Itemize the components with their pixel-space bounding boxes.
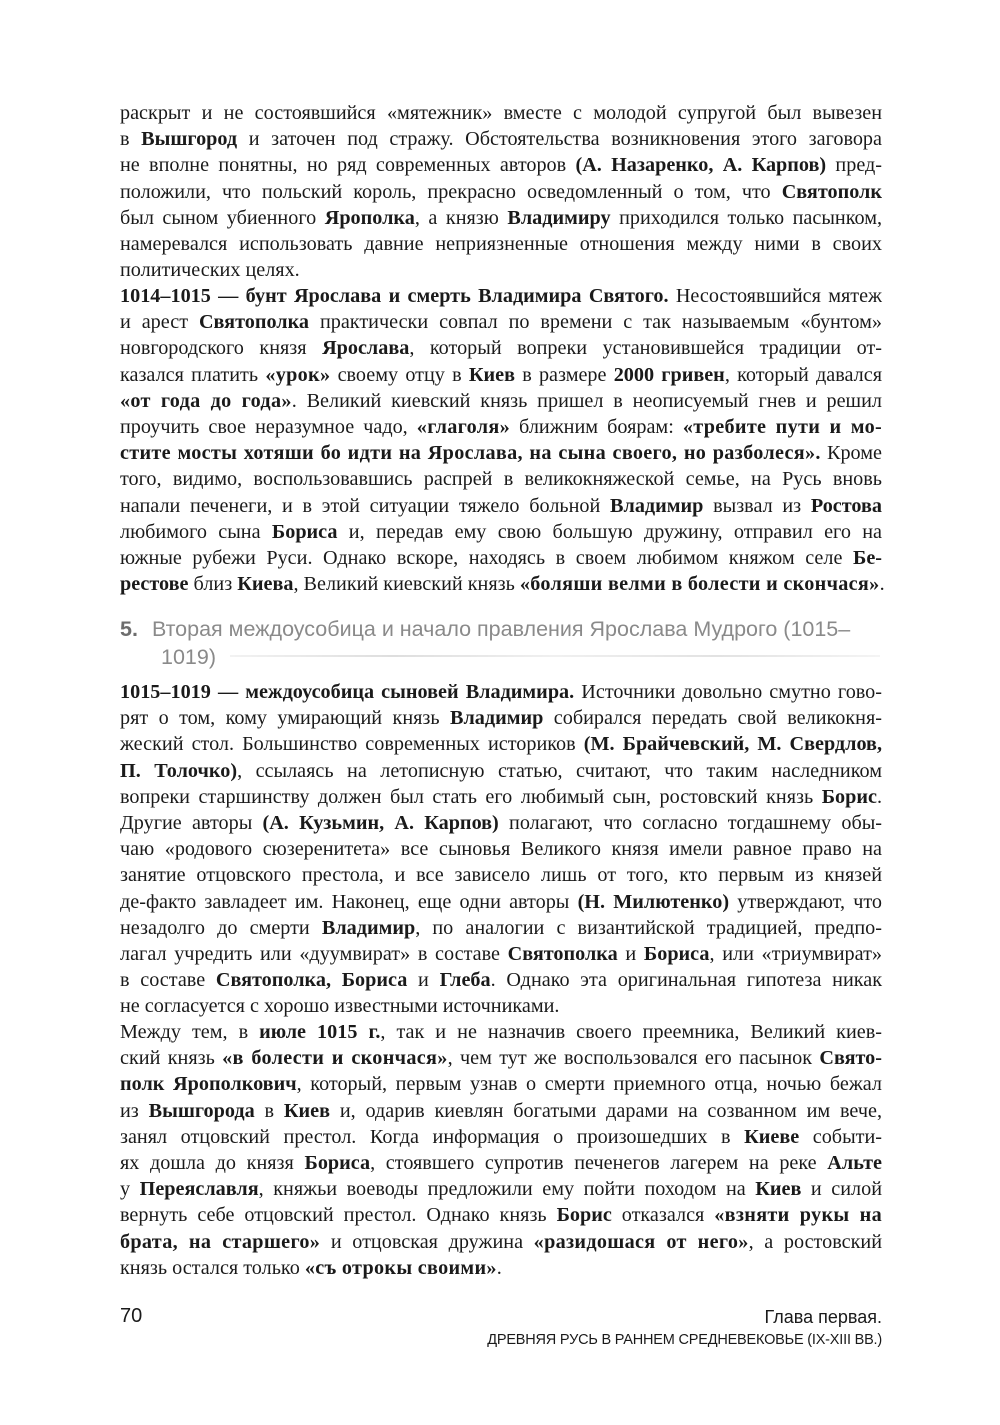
body-text: незадолго до смерти <box>120 916 322 939</box>
text-line <box>120 1098 882 1124</box>
body-text: и заточен под стражу. Обстоятельства возникновения этого заговора <box>237 128 882 151</box>
body-text: ближним боярам: <box>510 415 683 438</box>
text-line <box>120 941 882 967</box>
emphasis-text: Борис <box>821 785 877 808</box>
emphasis-text: Ярополка <box>324 206 415 229</box>
body-text: и отцовская дружина <box>320 1230 534 1253</box>
section-title-part-2: 1019) <box>161 645 216 669</box>
emphasis-text: (Н. Милютенко) <box>577 890 730 913</box>
emphasis-text: Киев <box>468 363 515 386</box>
body-text: , а князю <box>414 206 508 229</box>
body-text: в <box>254 1099 284 1122</box>
text-line <box>120 335 882 361</box>
emphasis-text: Святополка <box>507 942 618 965</box>
text-line <box>120 836 882 862</box>
text-line <box>120 862 882 888</box>
body-text: приходился только пасынком, <box>610 206 883 229</box>
emphasis-text: Киев <box>755 1178 802 1201</box>
body-text: не согласуется с хорошо известными источниками. <box>120 995 560 1018</box>
text-line <box>120 1019 882 1045</box>
text-line <box>120 758 882 784</box>
body-text: занятие отцовского престола, и все зависело лишь от того, кто первым из князей <box>120 864 882 887</box>
text-line <box>120 152 882 178</box>
body-text: , который давался <box>724 363 882 386</box>
text-line <box>120 889 882 915</box>
emphasis-text: «от года до года» <box>120 389 292 412</box>
text-line <box>120 1071 882 1097</box>
emphasis-text: 1015–1019 — междоусобица сыновей Владимира. <box>120 681 575 703</box>
heading-divider <box>230 655 880 657</box>
body-text: Несостоявшийся мятеж <box>668 285 882 307</box>
emphasis-text: Владимир <box>450 707 544 730</box>
text-line <box>120 309 882 335</box>
emphasis-text: «взняти рукы на <box>714 1204 882 1227</box>
body-text: , стоявшего супротив печенегов лагерем на реке <box>370 1151 828 1174</box>
body-text: , ссылаясь на летописную статью, считают, что таким наследником <box>237 759 882 782</box>
body-text: казался платить <box>120 363 266 386</box>
text-line <box>120 100 882 126</box>
body-text: . Великий киевский князь пришел в неописуемый гнев и решил <box>291 389 882 412</box>
body-text: отказался <box>611 1204 715 1227</box>
emphasis-text: Владимир <box>321 916 416 939</box>
emphasis-text: Ростова <box>810 494 882 517</box>
body-text: чаю «родового сюзеренитета» все сыновья Великого князя имели равное право на <box>120 838 882 861</box>
emphasis-text: Бориса <box>271 520 338 543</box>
emphasis-text: брата, на старшего» <box>120 1230 321 1253</box>
body-text: , или «триумвират» <box>709 942 882 965</box>
emphasis-text: Святополка <box>198 311 310 334</box>
emphasis-text: Киеве <box>744 1125 800 1148</box>
body-text: полагают, что согласно тогдашнему обы- <box>498 811 883 834</box>
text-line <box>120 967 882 993</box>
emphasis-text: Свято- <box>819 1047 882 1070</box>
emphasis-text: (А. Кузьмин, А. Карпов) <box>262 811 499 834</box>
body-text: Источники довольно смутно гово- <box>574 681 882 703</box>
body-text: и <box>617 942 644 965</box>
body-text: Между тем, в <box>120 1021 260 1043</box>
emphasis-text: Владимир <box>610 494 704 517</box>
emphasis-text: Вышгорода <box>148 1099 255 1122</box>
text-line <box>120 283 882 309</box>
body-text: , княжьи воеводы предложили ему пойти походом на <box>258 1178 756 1201</box>
emphasis-text: Киева <box>237 573 294 596</box>
text-line <box>120 915 882 941</box>
body-text: утверждают, что <box>729 890 882 913</box>
body-text: , который вопреки установившейся традиции от- <box>409 337 882 360</box>
emphasis-text: Владимиру <box>507 206 611 229</box>
text-line <box>120 993 882 1019</box>
body-text: в составе <box>120 969 216 992</box>
body-text: не вполне понятны, но ряд современных авторов <box>120 154 576 177</box>
body-text: южные рубежи Руси. Однако вскоре, находясь в своем любимом княжом селе <box>120 546 853 569</box>
text-line <box>120 1124 882 1150</box>
text-line <box>120 414 882 440</box>
text-line <box>120 1255 882 1281</box>
body-text: князь остался только <box>120 1256 305 1279</box>
body-text: , который, первым узнав о смерти приемного отца, ночью бежал <box>296 1073 882 1096</box>
paragraph-1014-1015 <box>120 283 885 597</box>
text-line <box>120 784 882 810</box>
body-text: , Великий киевский князь <box>293 573 520 596</box>
text-line <box>120 1229 882 1255</box>
body-text: положили, что польский король, прекрасно осведомленный о том, что <box>120 180 782 203</box>
body-text: практически совпал по времени с так называемым «бунтом» <box>309 311 882 334</box>
body-text: пред- <box>826 154 883 177</box>
emphasis-text: 1014–1015 — бунт Ярослава и смерть Владимира Святого. <box>120 285 669 307</box>
emphasis-text: (А. Назаренко, А. Карпов) <box>575 154 827 177</box>
text-line <box>120 1202 882 1228</box>
emphasis-text: стите мосты хотяши бо идти на Ярослава, на сына своего, но разболеся». <box>120 442 821 465</box>
text-line <box>120 205 882 231</box>
text-line <box>120 179 882 205</box>
emphasis-text: рестове <box>120 573 189 596</box>
text-line <box>120 388 882 414</box>
page-number: 70 <box>120 1305 143 1327</box>
text-line <box>120 1045 882 1071</box>
text-line <box>120 257 882 283</box>
section-number: 5. <box>120 617 138 641</box>
emphasis-text: Ярослава <box>322 337 410 360</box>
text-line <box>120 466 882 492</box>
emphasis-text: Борис <box>556 1204 612 1227</box>
body-text: был сыном убиенного <box>120 206 325 229</box>
body-text: занял отцовский престол. Когда информация о произошедших в <box>120 1125 745 1148</box>
text-line <box>120 705 882 731</box>
body-text: . <box>879 573 885 596</box>
body-text: политических целях. <box>120 259 300 282</box>
body-text: проучить свое неразумное чадо, <box>120 415 417 438</box>
emphasis-text: «боляши велми в болести и скончася» <box>519 573 880 596</box>
emphasis-text: П. Толочко) <box>120 759 238 782</box>
body-text: Другие авторы <box>120 811 263 834</box>
emphasis-text: Бе- <box>852 546 882 569</box>
body-text: вернуть себе отцовский престол. Однако князь <box>120 1204 557 1227</box>
body-text: и, одарив киевлян богатыми дарами на созванном им вече, <box>330 1099 882 1122</box>
emphasis-text: Переяславля <box>139 1178 259 1201</box>
chapter-title: Глава первая. <box>764 1307 882 1327</box>
emphasis-text: (М. Брайчевский, М. Свердлов, <box>583 733 882 756</box>
text-line <box>120 440 882 466</box>
body-text: Кроме <box>820 442 882 465</box>
body-text: близ <box>188 573 238 596</box>
body-text: событи- <box>799 1125 882 1148</box>
section-title-part-1: Вторая междоусобица и начало правления Ярослава Мудрого (1015– <box>151 617 851 641</box>
body-text: вызвал из <box>703 494 811 517</box>
body-text: напали печенеги, и в этой ситуации тяжело больной <box>120 494 611 517</box>
text-line <box>120 571 885 597</box>
body-text: , по аналогии с византийской традицией, предпо- <box>415 916 882 939</box>
emphasis-text: «урок» <box>265 363 331 386</box>
text-line <box>120 1150 882 1176</box>
body-text: собирался передать свой великокня- <box>543 707 882 730</box>
body-text: и арест <box>120 311 199 334</box>
text-line <box>120 1176 882 1202</box>
emphasis-text: июле 1015 г. <box>259 1021 381 1043</box>
body-text: у <box>120 1178 140 1201</box>
emphasis-text: «глаголя» <box>416 415 510 438</box>
paragraph-continuation <box>120 100 882 283</box>
body-text: , чем тут же воспользовался его пасынок <box>447 1047 820 1070</box>
emphasis-text: «требите пути и мо- <box>682 415 882 438</box>
text-line <box>120 731 882 757</box>
emphasis-text: «в болести и скончася» <box>222 1047 448 1070</box>
body-text: жеский стол. Большинство современных историков <box>120 733 584 756</box>
body-text: любимого сына <box>120 520 272 543</box>
emphasis-text: Киев <box>283 1099 330 1122</box>
emphasis-text: Бориса <box>643 942 710 965</box>
text-line <box>120 679 882 705</box>
body-text: . <box>496 1256 502 1279</box>
emphasis-text: «съ отрокы своими» <box>304 1256 497 1279</box>
body-text: и, передав ему свою большую дружину, отправил его на <box>337 520 882 543</box>
body-text: и силой <box>801 1178 882 1201</box>
body-text: новгородского князя <box>120 337 323 360</box>
body-text: в <box>120 128 142 151</box>
emphasis-text: Вышгород <box>141 128 238 151</box>
body-text: . <box>876 785 882 808</box>
body-text: де-факто завладеет им. Наконец, еще одни авторы <box>120 890 578 913</box>
body-text: своему отцу в <box>330 363 469 386</box>
emphasis-text: Глеба <box>439 969 491 992</box>
text-line <box>120 231 882 257</box>
emphasis-text: Альте <box>827 1151 882 1174</box>
text-line <box>120 126 882 152</box>
paragraph-july-1015 <box>120 1019 882 1281</box>
running-footer <box>487 1305 882 1351</box>
text-line <box>120 493 882 519</box>
emphasis-text: Бориса <box>304 1151 371 1174</box>
emphasis-text: Святополк <box>781 180 882 203</box>
body-text: раскрыт и не состоявшийся «мятежник» вместе с молодой супругой был вывезен <box>120 102 882 124</box>
body-text: , так и не назначив своего преемника, Великий киев- <box>380 1021 882 1043</box>
body-text: , а ростовский <box>748 1230 882 1253</box>
body-text: ях дошла до князя <box>120 1151 305 1174</box>
emphasis-text: Святополка, Бориса <box>215 969 408 992</box>
chapter-subtitle: ДРЕВНЯЯ РУСЬ В РАННЕМ СРЕДНЕВЕКОВЬЕ (IX-XIII ВВ.) <box>487 1332 882 1348</box>
text-line <box>120 362 882 388</box>
body-text: рят о том, кому умирающий князь <box>120 707 451 730</box>
emphasis-text: полк Ярополкович <box>120 1073 297 1096</box>
emphasis-text: 2000 гривен <box>613 363 725 386</box>
paragraph-1015-1019 <box>120 679 882 1019</box>
text-line <box>120 545 882 571</box>
body-text: в размере <box>514 363 614 386</box>
body-text: и <box>407 969 440 992</box>
body-text: . Однако эта оригинальная гипотеза никак <box>490 969 883 992</box>
body-text: того, видимо, воспользовавшись распрей в великокняжеской семье, на Русь вновь <box>120 468 882 491</box>
body-text: из <box>120 1099 149 1122</box>
body-text: вопреки старшинству должен был стать его любимый сын, ростовский князь <box>120 785 822 808</box>
body-text: ский князь <box>120 1047 223 1070</box>
text-line <box>120 519 882 545</box>
section-heading-line-1 <box>120 615 890 643</box>
emphasis-text: «разидошася от него» <box>533 1230 749 1253</box>
text-line <box>120 810 882 836</box>
body-text: намеревался использовать давние неприязненные отношения между ними в своих <box>120 232 882 255</box>
section-heading <box>120 615 890 671</box>
body-text: лагал учредить или «дуумвират» в составе <box>120 942 508 965</box>
